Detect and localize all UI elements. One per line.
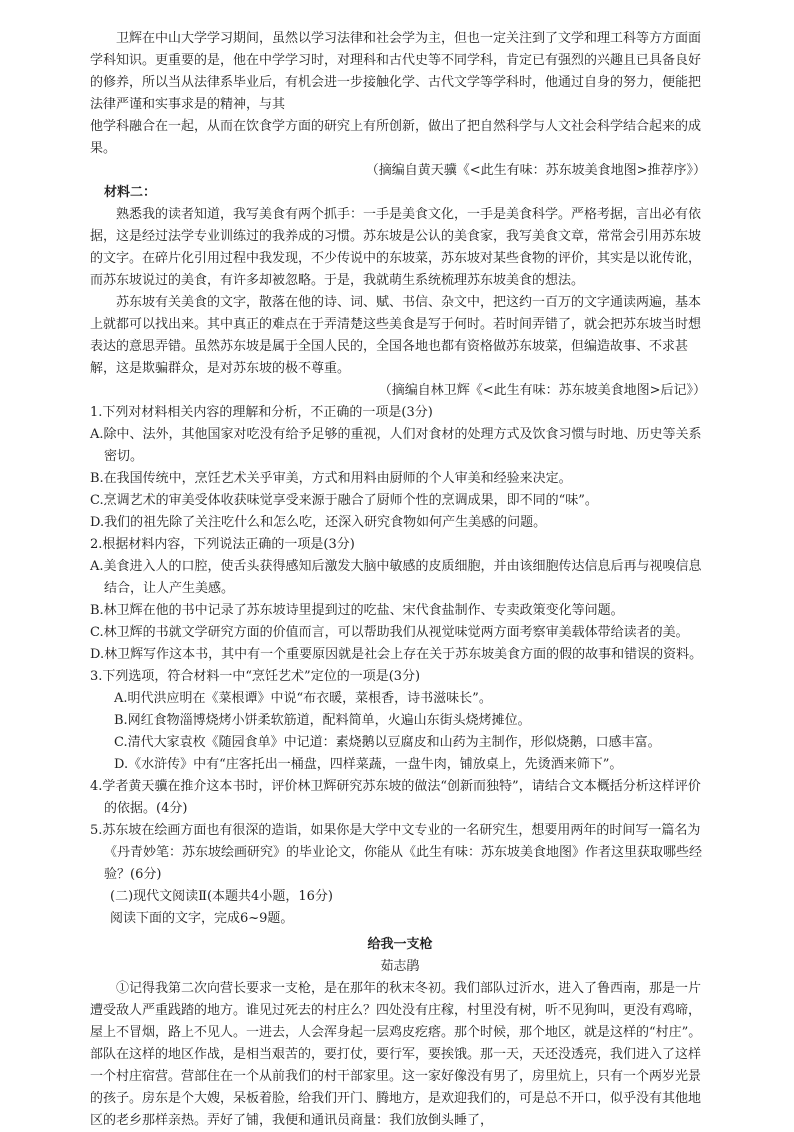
answer-option: C.烹调艺术的审美受体收获味觉享受来源于融合了厨师个性的烹调成果，即不同的“味”。 xyxy=(90,493,598,508)
source-citation: （摘编自林卫辉《<此生有味：苏东坡美食地图>后记》） xyxy=(378,383,706,398)
section-heading: 材料二： xyxy=(104,185,157,200)
answer-option: D.我们的祖先除了关注吃什么和怎么吃，还深入研究食物如何产生美感的问题。 xyxy=(90,515,547,530)
paragraph: 他学科融合在一起，从而在饮食学方面的研究上有所创新，做出了把自然科学与人文社会科学结合起来的成果。 xyxy=(90,119,702,156)
answer-option: B.网红食物淄博烧烤小饼柔软筋道，配料简单，火遍山东街头烧烤摊位。 xyxy=(114,713,531,728)
section-title: (二)现代文阅读Ⅱ(本题共4小题，16分) xyxy=(110,889,333,904)
question-stem: 3.下列选项，符合材料一中“烹饪艺术”定位的一项是(3分) xyxy=(90,669,421,684)
question-stem: 5.苏东坡在绘画方面也有很深的造诣，如果你是大学中文专业的一名研究生，想要用两年的时间写一篇名为《丹青妙笔：苏东坡绘画研究》的毕业论文，你能从《此生有味：苏东坡美食地图》作者这里获取哪些经验？(6分) xyxy=(90,823,703,882)
question-stem: 1.下列对材料相关内容的理解和分析，不正确的一项是(3分) xyxy=(90,405,433,420)
answer-option: D.林卫辉写作这本书，其中有一个重要原因就是社会上存在关于苏东坡美食方面的假的故事和错误的资料。 xyxy=(90,647,703,662)
question-stem: 4.学者黄天骥在推介这本书时，评价林卫辉研究苏东坡的做法“创新而独特”，请结合文本概括分析这样评价的依据。(4分) xyxy=(90,779,701,816)
paragraph: 熟悉我的读者知道，我写美食有两个抓手：一手是美食文化，一手是美食科学。严格考据，言出必有依据，这是经过法学专业训练过的我养成的习惯。苏东坡是公认的美食家，我写美食文章，常常会引用苏东坡的文字。在碎片化引用过程中我发现，不少传说中的东坡菜，苏东坡对某些食物的评价，其实是以讹传讹，而苏东坡说过的美食，有许多却被忽略。于是，我就萌生系统梳理苏东坡美食的想法。 xyxy=(90,207,702,288)
answer-option: A.美食进入人的口腔，使舌头获得感知后激发大脑中敏感的皮质细胞，并由该细胞传达信息后再与视嗅信息结合，让人产生美感。 xyxy=(90,559,702,596)
story-author: 茹志鹃 xyxy=(380,959,420,974)
answer-option: C.清代大家袁枚《随园食单》中记道：素烧鹅以豆腐皮和山药为主制作，形似烧鹅，口感丰富。 xyxy=(114,735,661,750)
instruction-text: 阅读下面的文字，完成6~9题。 xyxy=(110,911,294,926)
answer-option: A.明代洪应明在《菜根谭》中说“布衣暖，菜根香，诗书滋味长”。 xyxy=(114,691,492,706)
answer-option: D.《水浒传》中有“庄客托出一桶盘，四样菜蔬，一盘牛肉，铺放桌上，先烫酒来筛下”。 xyxy=(114,757,623,772)
document-page xyxy=(90,28,710,1132)
paragraph: 卫辉在中山大学学习期间，虽然以学习法律和社会学为主，但也一定关注到了文学和理工科等方方面面学科知识。更重要的是，他在中学学习时，对理科和古代史等不同学科，肯定已有强烈的兴趣且已具备良好的修养，所以当从法律系毕业后，有机会进一步接触化学、古代文学等学科时，他通过自身的努力，便能把法律严谨和实事求是的精神，与其 xyxy=(90,31,702,112)
story-title: 给我一支枪 xyxy=(367,937,433,952)
answer-option: C.林卫辉的书就文学研究方面的价值而言，可以帮助我们从视觉味觉两方面考察审美载体带给读者的美。 xyxy=(90,625,689,640)
story-paragraph: ①记得我第二次向营长要求一支枪，是在那年的秋末冬初。我们部队过沂水，进入了鲁西南，那是一片遭受敌人严重践踏的地方。谁见过死去的村庄么？四处没有庄稼，村里没有树，听不见狗叫，更没有鸡啼，屋上不冒烟，路上不见人。一进去，人会浑身起一层鸡皮疙瘩。那个时候，那个地区，就是这样的“村庄”。部队在这样的地区作战，是相当艰苦的，要打仗，要行军，要挨饿。那一天，天还没透亮，我们进入了这样一个村庄宿营。营部住在一个从前我们的村干部家里。这一家好像没有男了，房里炕上，只有一个两岁光景的孩子。房东是个大嫂，呆板着脸，给我们开门、腾地方，是欢迎我们的，可是总不开口，似乎没有其他地区的老乡那样亲热。弄好了铺，我便和通讯员商量：我们放倒头睡了， xyxy=(90,981,702,1128)
question-stem: 2.根据材料内容，下列说法正确的一项是(3分) xyxy=(90,537,355,552)
source-citation: （摘编自黄天骥《<此生有味：苏东坡美食地图>推荐序》） xyxy=(365,163,706,178)
answer-option: B.林卫辉在他的书中记录了苏东坡诗里提到过的吃盐、宋代食盐制作、专卖政策变化等问题。 xyxy=(90,603,624,618)
paragraph: 苏东坡有关美食的文字，散落在他的诗、词、赋、书信、杂文中，把这约一百万的文字通读两遍，基本上就都可以找出来。其中真正的难点在于弄清楚这些美食是写于何时。若时间弄错了，就会把苏东坡当时想表达的意思弄错。虽然苏东坡是属于全国人民的，全国各地也都有资格做苏东坡菜，但编造故事、不求甚解，这是欺骗群众，是对苏东坡的极不尊重。 xyxy=(90,295,702,376)
answer-option: A.除中、法外，其他国家对吃没有给予足够的重视，人们对食材的处理方式及饮食习惯与时地、历史等关系密切。 xyxy=(90,427,702,464)
answer-option: B.在我国传统中，烹饪艺术关乎审美，方式和用料由厨师的个人审美和经验来决定。 xyxy=(90,471,572,486)
